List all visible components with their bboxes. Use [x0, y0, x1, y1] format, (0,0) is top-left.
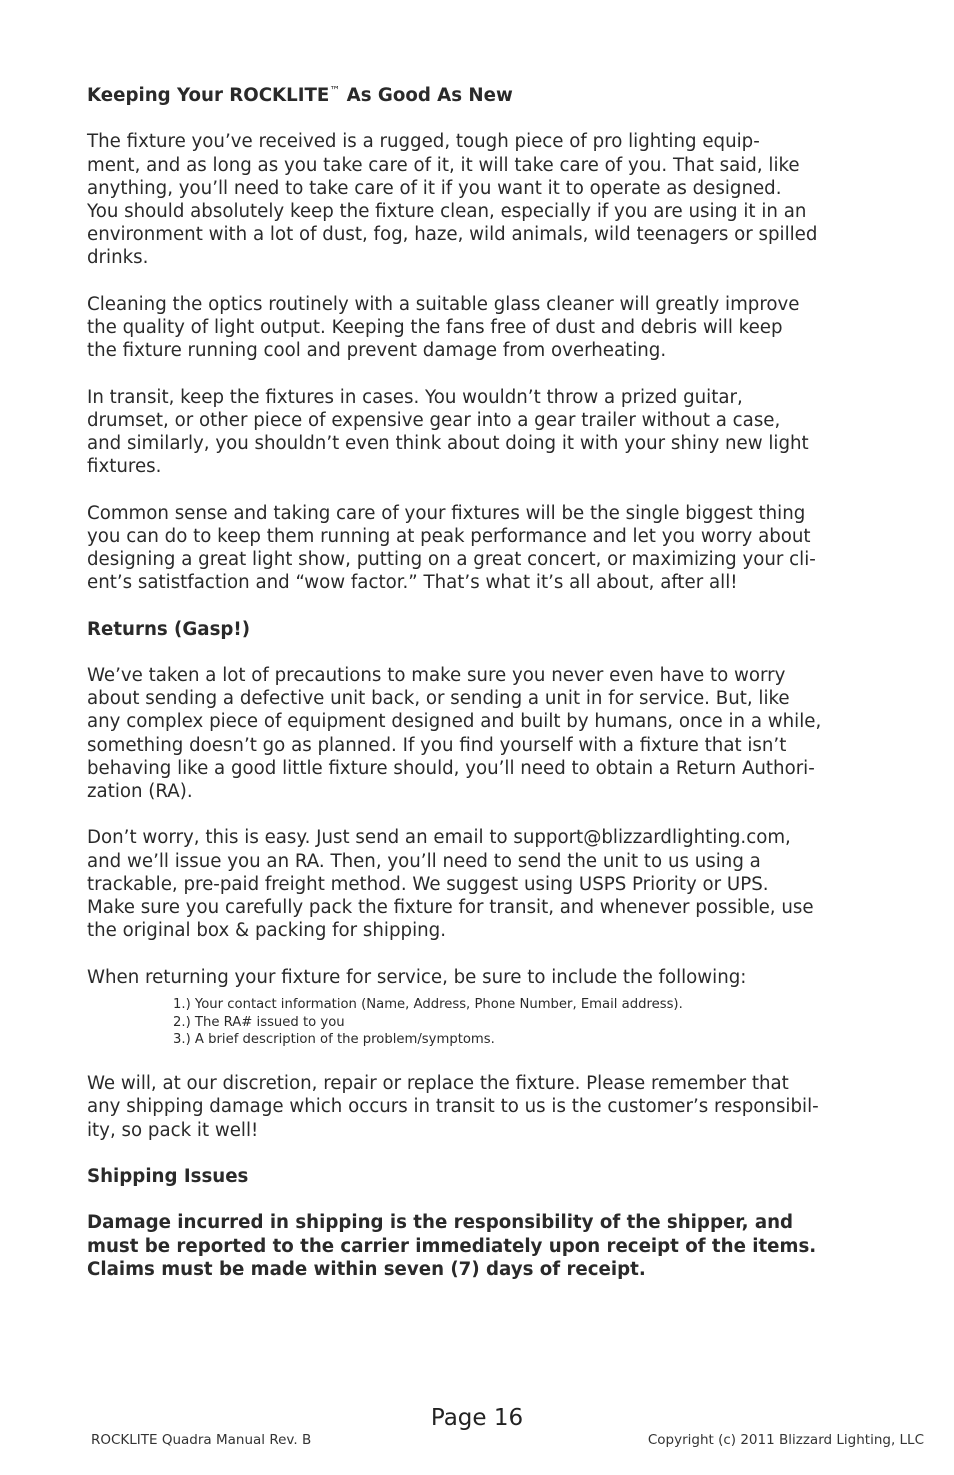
paragraph-shipping-damage: Damage incurred in shipping is the responsibility of the shipper, and must be reported to the carrier immediately upon receipt of the items. Claims must be made within seven (7) days of receipt.	[87, 1212, 817, 1280]
footer-manual-revision: ROCKLITE Quadra Manual Rev. B	[91, 1432, 312, 1448]
document-body	[87, 84, 877, 1304]
heading-text: Keeping Your ROCKLITE	[87, 85, 330, 106]
trademark-symbol: ™	[329, 83, 341, 97]
section-keeping-heading	[87, 84, 877, 107]
heading-text-rest: As Good As New	[340, 85, 513, 106]
paragraph-send-email: Don’t worry, this is easy. Just send an email to support@blizzardlighting.com, and we’ll issue you an RA. Then, you’ll need to send the unit to us using a trackable, pre-paid freight method. We suggest using USPS Priority or UPS. Make sure you carefully pack the fixture for transit, and whenever possible, use the original box & packing for shipping.	[87, 827, 814, 942]
paragraph-common-sense: Common sense and taking care of your fixtures will be the single biggest thing you can do to keep them running at peak performance and let you worry about designing a great light show, putting on a great concert, or maximizing your cli- ent’s satistfaction and “wow factor.” That’s what it’s all about, after all!	[87, 502, 816, 594]
list-item: 3.) A brief description of the problem/symptoms.	[173, 1032, 495, 1048]
paragraph-cleaning-optics: Cleaning the optics routinely with a suitable glass cleaner will greatly improve the quality of light output. Keeping the fans free of dust and debris will keep the fixture running cool and prevent damage from overheating.	[87, 293, 800, 362]
paragraph-rugged-fixture: The fixture you’ve received is a rugged, tough piece of pro lighting equip- ment, and as long as you take care of it, it will take care of you. That said, like anything, you’ll need to take care of it if you want it to operate as designed. You should absolutely keep the fixture clean, especially if you are using it in an environment with a lot of dust, fog, haze, wild animals, wild teenagers or spilled drinks.	[87, 131, 818, 269]
paragraph-precautions: We’ve taken a lot of precautions to make sure you never even have to worry about sending a defective unit back, or sending a unit in for service. But, like any complex piece of equipment designed and built by humans, once in a while, something doesn’t go as planned. If you find yourself with a fixture that isn’t behaving like a good little fixture should, you’ll need to obtain a Return Authori- zation (RA).	[87, 664, 822, 802]
paragraph-include-following: When returning your fixture for service, be sure to include the following:	[87, 966, 747, 988]
section-shipping-heading: Shipping Issues	[87, 1165, 249, 1187]
return-checklist	[173, 993, 877, 1049]
paragraph-transit-cases: In transit, keep the fixtures in cases. You wouldn’t throw a prized guitar, drumset, or other piece of expensive gear into a gear trailer without a case, and similarly, you shouldn’t even think about doing it with your shiny new light fixtures.	[87, 386, 809, 478]
paragraph-repair-replace: We will, at our discretion, repair or replace the fixture. Please remember that any shipping damage which occurs in transit to us is the customer’s responsibil- ity, so pack it well!	[87, 1073, 819, 1141]
section-returns-heading: Returns (Gasp!)	[87, 618, 251, 640]
list-item: 1.) Your contact information (Name, Address, Phone Number, Email address).	[173, 996, 683, 1012]
footer-copyright: Copyright (c) 2011 Blizzard Lighting, LLC	[647, 1432, 924, 1448]
list-item: 2.) The RA# issued to you	[173, 1014, 345, 1030]
page-number: Page 16	[430, 1405, 524, 1431]
